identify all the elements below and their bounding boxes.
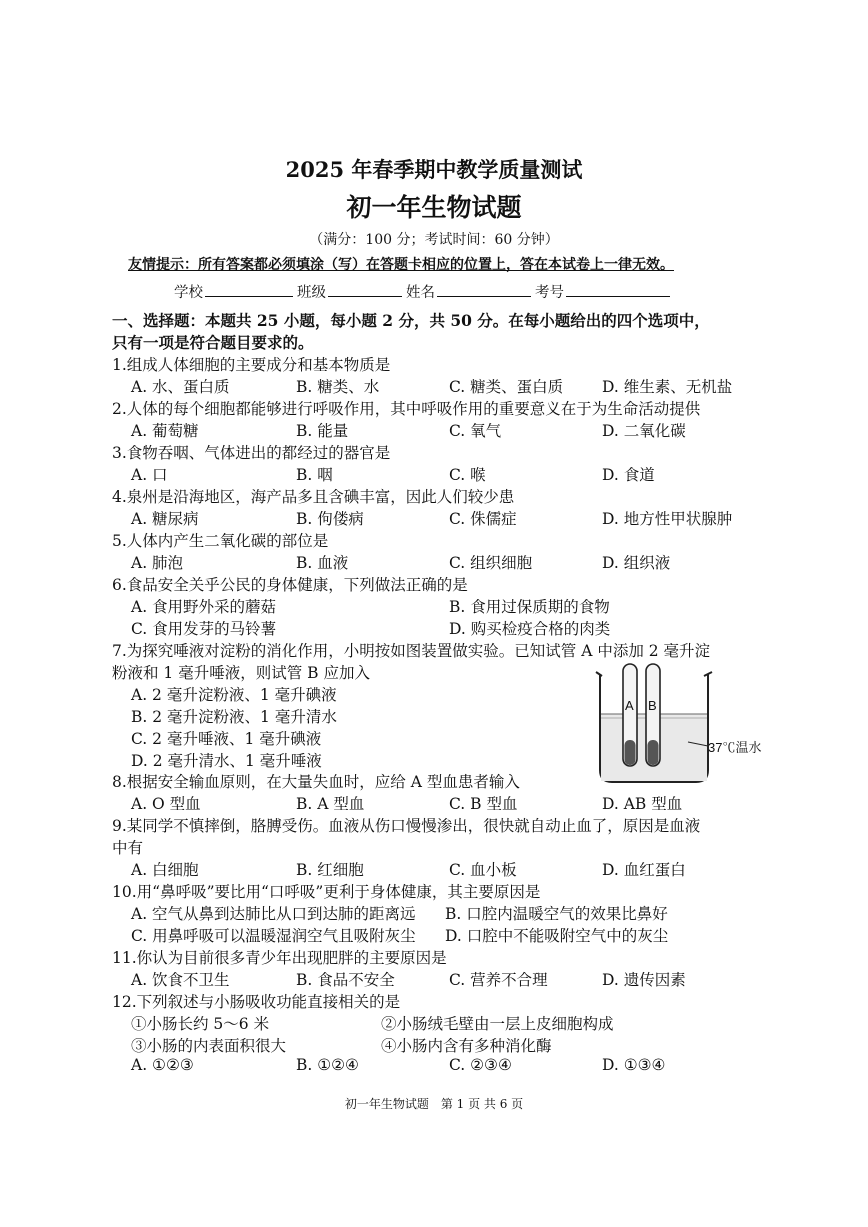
class-label: 班级 (297, 285, 326, 301)
section-heading-line1: 一、选择题：本题共 25 小题，每小题 2 分，共 50 分。在每小题给出的四个选项中， (112, 311, 710, 330)
option-a[interactable]: A. O 型血 (131, 795, 201, 813)
option-d[interactable]: D. 2 毫升清水、1 毫升唾液 (131, 752, 322, 770)
option-a[interactable]: A. 口 (131, 466, 168, 484)
beaker-illustration (578, 662, 778, 786)
question-stem: 5.人体内产生二氧化碳的部位是 (112, 532, 329, 550)
option-d[interactable]: D. AB 型血 (602, 795, 683, 813)
option-b[interactable]: B. ①②④ (296, 1056, 359, 1074)
question-stem: 7.为探究唾液对淀粉的消化作用，小明按如图装置做实验。已知试管 A 中添加 2 毫升淀 (112, 642, 711, 660)
question-stem-cont: 粉液和 1 毫升唾液，则试管 B 应加入 (112, 664, 370, 682)
question-stem: 3.食物吞咽、气体进出的都经过的器官是 (112, 444, 391, 462)
option-c[interactable]: C. 糖类、蛋白质 (449, 378, 564, 396)
option-a[interactable]: A. 葡萄糖 (131, 422, 199, 440)
option-c[interactable]: C. B 型血 (449, 795, 518, 813)
option-d[interactable]: D. 食道 (602, 466, 655, 484)
statement-2: ②小肠绒毛壁由一层上皮细胞构成 (381, 1015, 614, 1033)
question-stem: 1.组成人体细胞的主要成分和基本物质是 (112, 356, 391, 374)
statement-1: ①小肠长约 5～6 米 (131, 1015, 270, 1033)
question-stem: 2.人体的每个细胞都能够进行呼吸作用，其中呼吸作用的重要意义在于为生命活动提供 (112, 400, 701, 418)
page-footer: 初一年生物试题 第 1 页 共 6 页 (344, 1097, 524, 1111)
school-blank[interactable] (205, 281, 293, 297)
question-stem: 8.根据安全输血原则，在大量失血时，应给 A 型血患者输入 (112, 773, 520, 791)
name-label: 姓名 (406, 285, 435, 301)
section-heading-line2: 只有一项是符合题目要求的。 (112, 333, 314, 352)
option-c[interactable]: C. 侏儒症 (449, 510, 517, 528)
option-a[interactable]: A. 饮食不卫生 (131, 971, 230, 989)
question-stem: 12.下列叙述与小肠吸收功能直接相关的是 (112, 993, 401, 1011)
option-b[interactable]: B. 食用过保质期的食物 (449, 598, 610, 616)
option-a[interactable]: A. 白细胞 (131, 861, 199, 879)
option-a[interactable]: A. ①②③ (131, 1056, 194, 1074)
option-b[interactable]: B. 咽 (296, 466, 333, 484)
option-a[interactable]: A. 糖尿病 (131, 510, 199, 528)
option-a[interactable]: A. 食用野外采的蘑菇 (131, 598, 277, 616)
student-info-fields (174, 281, 674, 302)
option-d[interactable]: D. 地方性甲状腺肿 (602, 510, 733, 528)
statement-3: ③小肠的内表面积很大 (131, 1037, 287, 1055)
option-d[interactable]: D. 购买检疫合格的肉类 (449, 620, 611, 638)
option-b[interactable]: B. 佝偻病 (296, 510, 364, 528)
option-d[interactable]: D. 二氧化碳 (602, 422, 686, 440)
option-d[interactable]: D. ①③④ (602, 1056, 666, 1074)
exam-meta: （满分：100 分；考试时间：60 分钟） (309, 232, 559, 248)
water-temperature-label: 37℃温水 (708, 740, 762, 755)
option-b[interactable]: B. 2 毫升淀粉液、1 毫升清水 (131, 708, 337, 726)
option-c[interactable]: C. 喉 (449, 466, 486, 484)
option-c[interactable]: C. 血小板 (449, 861, 517, 879)
question-stem: 11.你认为目前很多青少年出现肥胖的主要原因是 (112, 949, 447, 967)
option-b[interactable]: B. A 型血 (296, 795, 365, 813)
option-b[interactable]: B. 血液 (296, 554, 349, 572)
option-b[interactable]: B. 能量 (296, 422, 349, 440)
name-blank[interactable] (437, 281, 531, 297)
option-d[interactable]: D. 组织液 (602, 554, 671, 572)
exam-number-label: 考号 (535, 285, 564, 301)
question-stem: 4.泉州是沿海地区，海产品多且含碘丰富，因此人们较少患 (112, 488, 515, 506)
class-blank[interactable] (328, 281, 402, 297)
exam-subtitle: 初一年生物试题 (346, 193, 522, 222)
option-d[interactable]: D. 口腔中不能吸附空气中的灰尘 (445, 927, 669, 945)
option-c[interactable]: C. ②③④ (449, 1056, 512, 1074)
option-c[interactable]: C. 氧气 (449, 422, 502, 440)
option-b[interactable]: B. 红细胞 (296, 861, 364, 879)
option-c[interactable]: C. 食用发芽的马铃薯 (131, 620, 277, 638)
exam-title: 2025 年春季期中教学质量测试 (285, 157, 583, 182)
option-c[interactable]: C. 营养不合理 (449, 971, 548, 989)
question-stem: 10.用“鼻呼吸”要比用“口呼吸”更利于身体健康，其主要原因是 (112, 883, 541, 901)
question-stem-cont: 中有 (112, 839, 144, 857)
option-d[interactable]: D. 遗传因素 (602, 971, 686, 989)
school-label: 学校 (174, 285, 203, 301)
option-c[interactable]: C. 2 毫升唾液、1 毫升碘液 (131, 730, 322, 748)
option-c[interactable]: C. 组织细胞 (449, 554, 533, 572)
option-a[interactable]: A. 2 毫升淀粉液、1 毫升碘液 (131, 686, 337, 704)
option-b[interactable]: B. 口腔内温暖空气的效果比鼻好 (445, 905, 668, 923)
option-d[interactable]: D. 维生素、无机盐 (602, 378, 733, 396)
question-stem: 9.某同学不慎摔倒，胳膊受伤。血液从伤口慢慢渗出，很快就自动止血了，原因是血液 (112, 817, 701, 835)
option-b[interactable]: B. 糖类、水 (296, 378, 380, 396)
tube-a-label: A (625, 698, 634, 713)
tube-b-label: B (648, 698, 657, 713)
exam-number-blank[interactable] (566, 281, 670, 297)
test-tube-beaker-diagram (578, 662, 778, 786)
option-a[interactable]: A. 空气从鼻到达肺比从口到达肺的距离远 (131, 905, 416, 923)
option-d[interactable]: D. 血红蛋白 (602, 861, 686, 879)
option-a[interactable]: A. 肺泡 (131, 554, 184, 572)
exam-tip: 友情提示：所有答案都必须填涂（写）在答题卡相应的位置上，答在本试卷上一律无效。 (128, 257, 674, 273)
option-b[interactable]: B. 食品不安全 (296, 971, 395, 989)
option-c[interactable]: C. 用鼻呼吸可以温暖湿润空气且吸附灰尘 (131, 927, 416, 945)
statement-4: ④小肠内含有多种消化酶 (381, 1037, 552, 1055)
option-a[interactable]: A. 水、蛋白质 (131, 378, 230, 396)
question-stem: 6.食品安全关乎公民的身体健康，下列做法正确的是 (112, 576, 468, 594)
